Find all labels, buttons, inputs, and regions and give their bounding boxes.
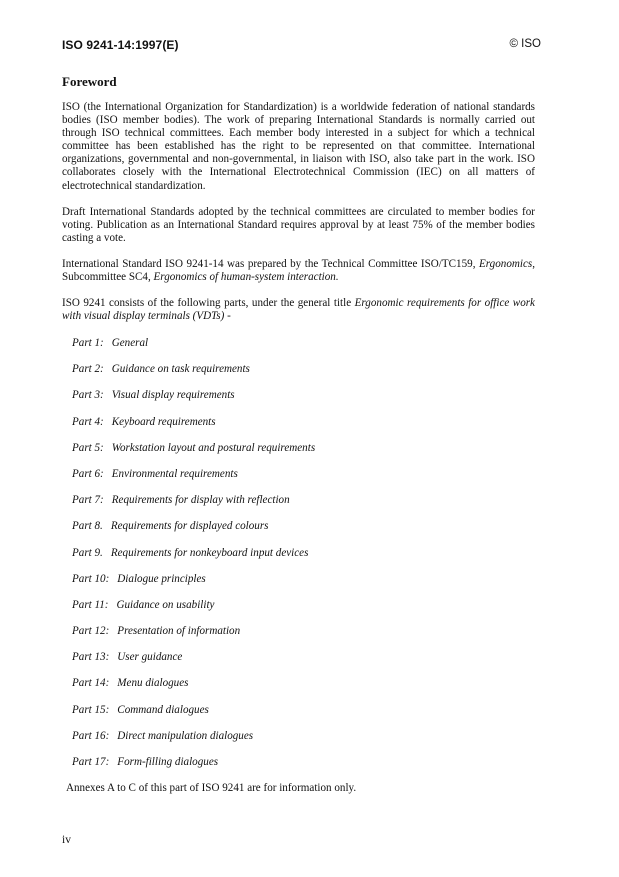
part-title: Requirements for display with reflection bbox=[111, 494, 290, 507]
part-title: Menu dialogues bbox=[117, 677, 189, 690]
parts-list bbox=[72, 336, 315, 781]
part-number: Part 5: bbox=[72, 441, 104, 454]
foreword-paragraph-3 bbox=[62, 258, 535, 284]
para4-general-title: Ergonomic requirements for office work with visual display terminals (VDTs) bbox=[62, 297, 535, 323]
list-item bbox=[72, 415, 315, 441]
part-number: Part 7: bbox=[72, 494, 104, 507]
part-title: Guidance on task requirements bbox=[111, 363, 250, 376]
part-title: User guidance bbox=[117, 651, 183, 664]
para3-text-c: , Subcommittee SC4, bbox=[62, 258, 535, 284]
part-number: Part 2: bbox=[72, 363, 104, 376]
part-number: Part 3: bbox=[72, 389, 104, 402]
part-title: Environmental requirements bbox=[111, 467, 238, 480]
part-title: General bbox=[111, 337, 149, 349]
list-item bbox=[72, 624, 315, 650]
part-title: Dialogue principles bbox=[117, 572, 206, 585]
part-title: Workstation layout and postural requirements bbox=[111, 441, 316, 454]
part-number: Part 1: bbox=[72, 337, 104, 349]
part-number: Part 8. bbox=[72, 520, 103, 533]
foreword-paragraph-2: Draft International Standards adopted by the technical committees are circulated to member bodies for voting. Publication as an International Standard requires approval by at least 75% of the member bodies casting a vote. bbox=[62, 206, 535, 245]
page-number: iv bbox=[62, 834, 71, 846]
list-item bbox=[72, 362, 315, 388]
list-item bbox=[72, 493, 315, 519]
part-number: Part 13: bbox=[72, 651, 110, 664]
list-item bbox=[72, 388, 315, 414]
foreword-paragraph-1: ISO (the International Organization for Standardization) is a worldwide federation of national standards bodies (ISO member bodies). The work of preparing International Standards is normally carried out through ISO technical committees. Each member body interested in a subject for which a technical committee has been established has the right to be represented on that committee. International organizations, governmental and non-governmental, in liaison with ISO, also take part in the work. ISO collaborates closely with the International Electrotechnical Commission (IEC) on all matters of electrotechnical standardization. bbox=[62, 101, 535, 192]
part-title: Command dialogues bbox=[117, 703, 209, 716]
list-item bbox=[72, 441, 315, 467]
part-number: Part 16: bbox=[72, 729, 110, 742]
foreword-paragraph-4 bbox=[62, 297, 535, 323]
para3-text-a: International Standard ISO 9241-14 was prepared by the Technical Committee ISO/TC159, bbox=[62, 258, 479, 270]
part-title: Requirements for displayed colours bbox=[110, 520, 269, 533]
list-item bbox=[72, 676, 315, 702]
part-title: Visual display requirements bbox=[111, 389, 235, 402]
list-item bbox=[72, 650, 315, 676]
part-title: Presentation of information bbox=[117, 625, 241, 638]
part-number: Part 12: bbox=[72, 625, 110, 638]
copyright-mark: © ISO bbox=[509, 38, 541, 50]
list-item bbox=[72, 755, 315, 781]
document-id: ISO 9241-14:1997(E) bbox=[62, 38, 179, 52]
part-number: Part 15: bbox=[72, 703, 110, 716]
part-number: Part 6: bbox=[72, 467, 104, 480]
part-title: Requirements for nonkeyboard input devices bbox=[110, 546, 309, 559]
list-item bbox=[72, 598, 315, 624]
part-number: Part 17: bbox=[72, 756, 110, 768]
part-title: Guidance on usability bbox=[116, 598, 215, 611]
para3-committee-name: Ergonomics bbox=[479, 258, 533, 270]
list-item bbox=[72, 519, 315, 545]
foreword-title: Foreword bbox=[62, 74, 117, 89]
part-number: Part 14: bbox=[72, 677, 110, 690]
list-item bbox=[72, 467, 315, 493]
part-title: Form-filling dialogues bbox=[117, 756, 219, 768]
part-number: Part 11: bbox=[72, 598, 109, 611]
para4-text-c: - bbox=[224, 310, 231, 323]
part-number: Part 9. bbox=[72, 546, 103, 559]
list-item bbox=[72, 572, 315, 598]
list-item bbox=[72, 336, 315, 362]
list-item bbox=[72, 546, 315, 572]
list-item bbox=[72, 703, 315, 729]
part-number: Part 10: bbox=[72, 572, 110, 585]
part-number: Part 4: bbox=[72, 415, 104, 428]
para3-subcommittee-name: Ergonomics of human-system interaction. bbox=[153, 271, 339, 284]
list-item bbox=[72, 729, 315, 755]
annex-note: Annexes A to C of this part of ISO 9241 are for information only. bbox=[66, 782, 357, 794]
para4-text-a: ISO 9241 consists of the following parts, under the general title bbox=[62, 297, 355, 309]
part-title: Keyboard requirements bbox=[111, 415, 216, 428]
part-title: Direct manipulation dialogues bbox=[117, 729, 254, 742]
